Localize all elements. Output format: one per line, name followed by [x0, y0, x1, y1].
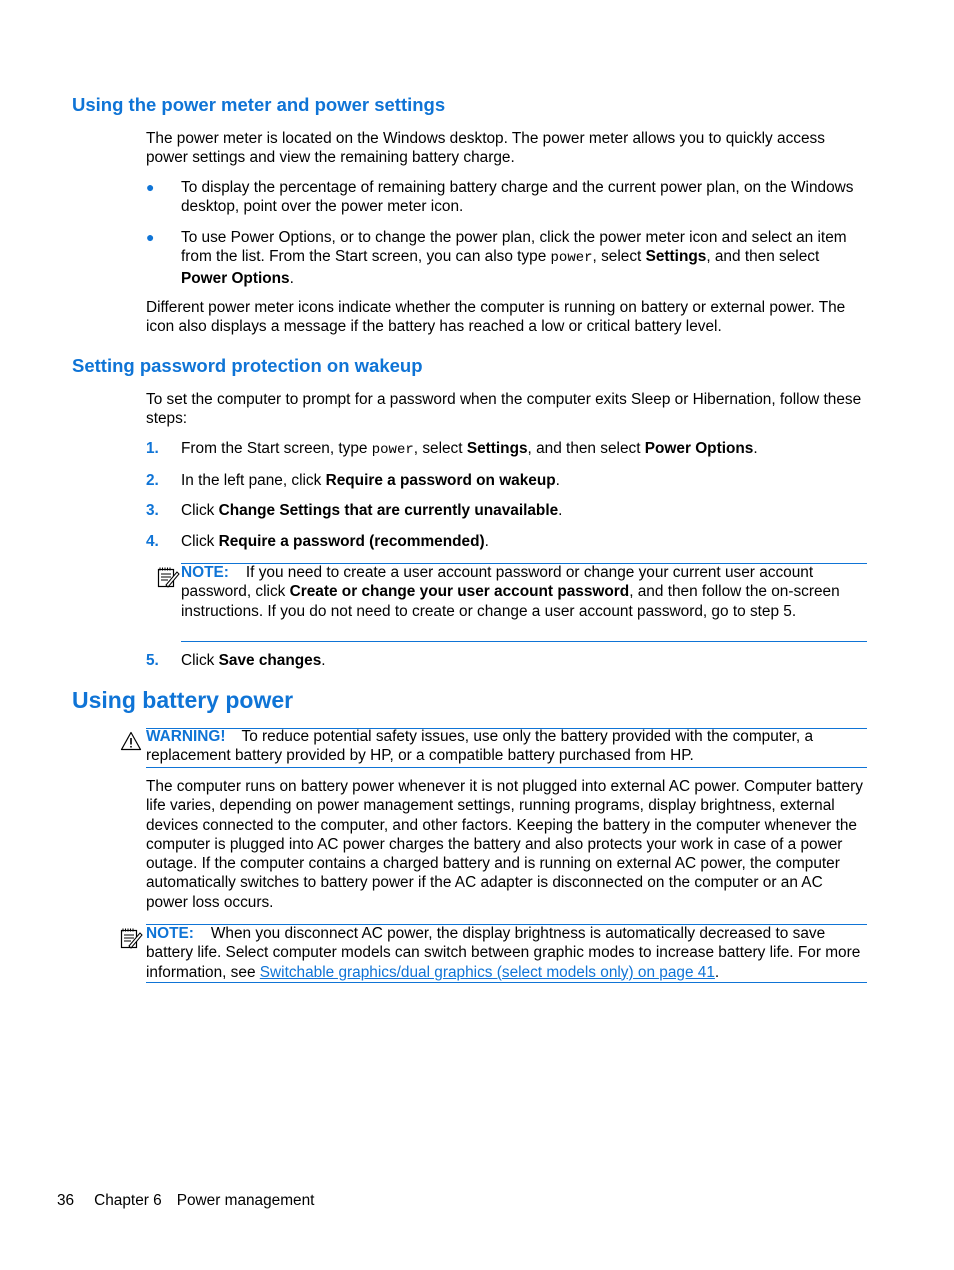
- section-heading-password: Setting password protection on wakeup: [72, 355, 423, 376]
- page-number: 36: [57, 1192, 75, 1209]
- note-label: NOTE:: [181, 564, 229, 581]
- note-pad-icon: [119, 926, 143, 950]
- note-battery: NOTE: When you disconnect AC power, the display brightness is automatically decreased to save battery life. Select computer models can switch between graphic modes to increase battery life. For more information, see Switchable graphics/dual graphics (select models only) on page 41.: [146, 925, 861, 981]
- step-number: 3.: [146, 502, 159, 519]
- bullet-marker: ●: [146, 229, 155, 245]
- section-heading-battery: Using battery power: [72, 687, 294, 713]
- warning-rule-bottom: [146, 767, 867, 768]
- bullet-item-2: To use Power Options, or to change the power plan, click the power meter icon and select an item from the list. From the Start screen, you can also type power, select Settings, and then select Power Options.: [181, 229, 847, 287]
- page-footer: [57, 1192, 314, 1210]
- step-2: In the left pane, click Require a password on wakeup.: [181, 472, 560, 489]
- battery-body: The computer runs on battery power whenever it is not plugged into external AC power. Computer battery life varies, depending on power management settings, running programs, display brightness, external devices connected to the computer, and other factors. Keeping the battery in the computer whenever the computer is plugged into AC power charges the battery and also protects your work in case of a power outage. If the computer contains a charged battery and is running on external AC power, the computer automatically switches to battery power if the AC adapter is disconnected on the computer or an AC power loss occurs.: [146, 778, 863, 911]
- note-rule-bottom: [146, 982, 867, 983]
- step-3: Click Change Settings that are currently unavailable.: [181, 502, 563, 519]
- note-pad-icon: [156, 565, 180, 589]
- note-rule-bottom: [181, 641, 867, 642]
- step-number: 1.: [146, 440, 159, 457]
- step-5: Click Save changes.: [181, 652, 326, 669]
- step-number: 2.: [146, 472, 159, 489]
- step-number: 4.: [146, 533, 159, 550]
- warning-label: WARNING!: [146, 728, 226, 745]
- code-power: power: [550, 250, 593, 267]
- power-meter-intro: The power meter is located on the Windows desktop. The power meter allows you to quickly access power settings and view the remaining battery charge.: [146, 130, 825, 167]
- step-1: From the Start screen, type power, select Settings, and then select Power Options.: [181, 440, 758, 458]
- switchable-graphics-link[interactable]: Switchable graphics/dual graphics (select models only) on page 41: [259, 963, 715, 981]
- chapter-label: Chapter 6: [94, 1192, 162, 1209]
- step-number: 5.: [146, 652, 159, 669]
- warning-triangle-icon: [120, 731, 142, 751]
- code-power: power: [371, 442, 414, 458]
- warning-box: WARNING! To reduce potential safety issues, use only the battery provided with the computer, a replacement battery provided by HP, or a compatible battery purchased from HP.: [146, 728, 814, 765]
- power-meter-outro: Different power meter icons indicate whether the computer is running on battery or external power. The icon also displays a message if the battery has reached a low or critical battery level.: [146, 299, 846, 336]
- chapter-title: Power management: [176, 1192, 315, 1209]
- note-label: NOTE:: [146, 925, 194, 942]
- step-4: Click Require a password (recommended).: [181, 533, 489, 550]
- section-heading-power-meter: Using the power meter and power settings: [72, 94, 446, 115]
- note-password: NOTE: If you need to create a user account password or change your current user account password, click Create or change your user account password, and then follow the on-screen instructions. If you do not need to create or change a user account password, go to step 5.: [181, 564, 840, 620]
- bullet-marker: ●: [146, 179, 155, 195]
- bullet-item-1: To display the percentage of remaining battery charge and the current power plan, on the Windows desktop, point over the power meter icon.: [181, 179, 854, 216]
- password-intro: To set the computer to prompt for a password when the computer exits Sleep or Hibernation, follow these steps:: [146, 391, 862, 428]
